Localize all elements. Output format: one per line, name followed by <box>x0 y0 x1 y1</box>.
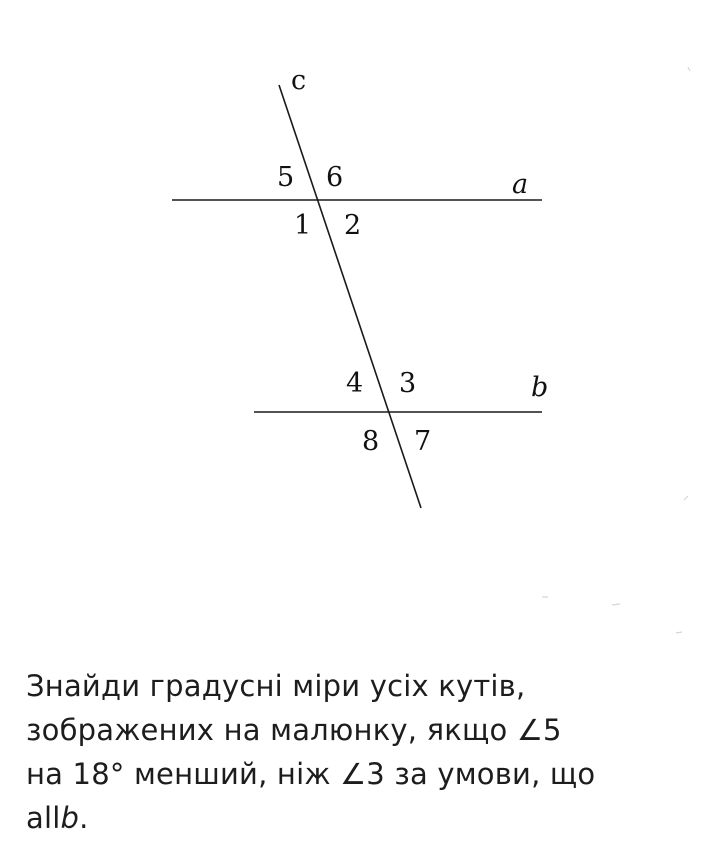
line-b-label: b <box>531 372 549 403</box>
angle-1-label: 1 <box>294 210 312 241</box>
problem-line-2: зображених на малюнку, якщо ∠5 <box>26 713 562 747</box>
transversal-c <box>279 85 421 508</box>
angle-8-label: 8 <box>362 426 380 457</box>
line-a-label: a <box>512 169 529 200</box>
parallel-symbol: ll <box>43 801 61 835</box>
angle-3-label: 3 <box>399 368 417 399</box>
angle-7-label: 7 <box>414 426 432 457</box>
angle-6-label: 6 <box>326 162 344 193</box>
angle-2-label: 2 <box>344 210 362 241</box>
scan-speck <box>612 604 620 605</box>
parallel-statement-var-a: a <box>26 801 44 835</box>
problem-line-3: на 18° менший, ніж ∠3 за умови, що <box>26 757 596 791</box>
problem-line-1: Знайди градусні міри усіх кутів, <box>26 669 526 703</box>
scan-speck <box>676 632 682 633</box>
angle-5-label: 5 <box>277 162 295 193</box>
problem-statement <box>26 664 706 840</box>
angle-4-label: 4 <box>346 368 364 399</box>
problem-end-period: . <box>79 801 89 835</box>
scan-speck <box>684 496 688 500</box>
transversal-label: c <box>291 65 307 96</box>
parallel-statement-var-b: b <box>60 801 80 835</box>
scan-speck <box>688 67 690 71</box>
